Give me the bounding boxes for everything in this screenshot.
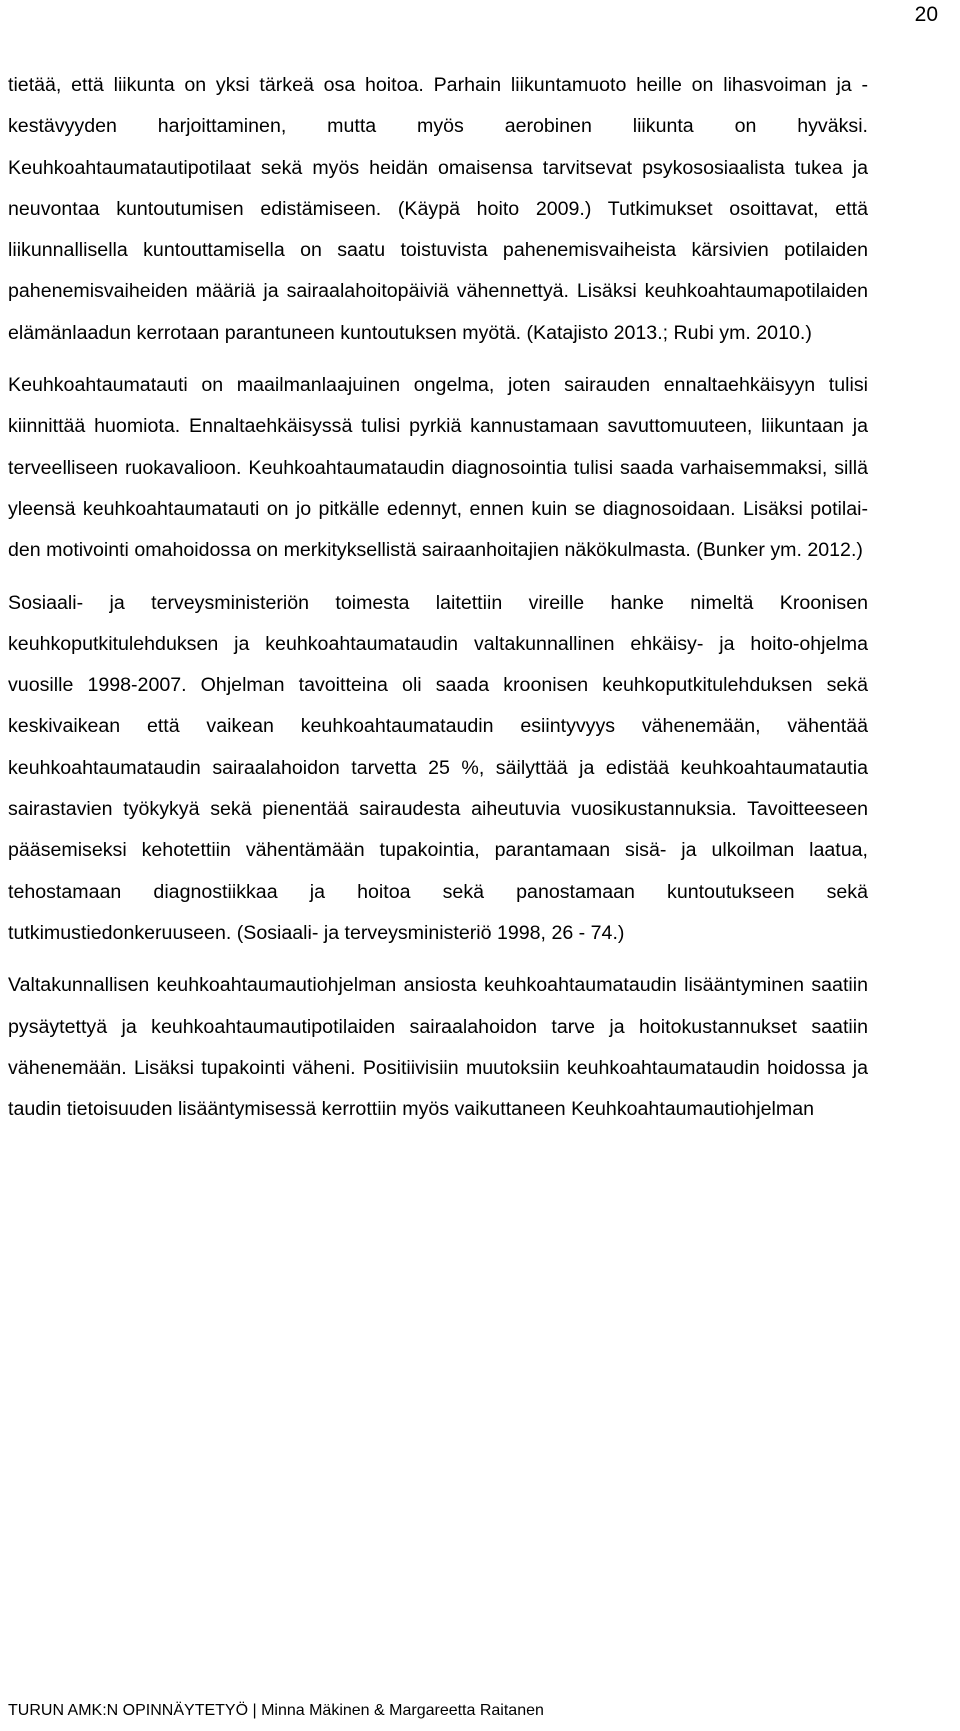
paragraph-rehabilitation: tietää, että liikunta on yksi tärkeä osa hoitoa. Parhain liikuntamuoto heille on lihasvoiman ja -kestävyyden harjoittaminen, mutta myös aerobinen liikunta on hyväksi. Keuhkoahtaumatautipotilaat sekä myös heidän omaisensa tarvitsevat psykososiaalista tukea ja neuvontaa kuntoutumisen edistämiseen. (Käypä hoito 2009.) Tutkimukset osoittavat, että liikunnallisella kuntouttamisella on saatu toistuvista pahenemisvaiheista kärsivien potilaiden pahenemisvaiheiden määriä ja sairaalahoitopäiviä vähennettyä. Lisäksi keuhkoahtaumapotilaiden elämänlaadun kerrotaan parantuneen kuntoutuksen myötä. (Katajisto 2013.; Rubi ym. 2010.) — [8, 74, 868, 344]
document-body — [8, 65, 868, 1130]
paragraph-national-programme: Sosiaali- ja terveysministeriön toimesta laitettiin vireille hanke nimeltä Kroonisen keuhkoputkitulehduksen ja keuhkoahtaumataudin valtakunnallinen ehkäisy- ja hoito-ohjelma vuosille 1998-2007. Ohjelman tavoitteina oli saada kroonisen keuhkoputkitulehduksen sekä keskivaikean että vaikean keuhkoahtaumataudin esiintyvyys vähenemään, vähentää keuhkoahtaumataudin sairaalahoidon tarvetta 25 %, säilyttää ja edistää keuhkoahtaumatautia sairastavien työkykyä sekä pienentää sairaudesta aiheutuvia vuosikustannuksia. Tavoitteeseen pääsemiseksi kehotettiin vähentämään tupakointia, parantamaan sisä- ja ulkoilman laatua, tehostamaan diagnostiikkaa ja hoitoa sekä panostamaan kuntoutukseen sekä tutkimustiedonkeruuseen. (Sosiaali- ja terveysministeriö 1998, 26 - 74.) — [8, 591, 868, 944]
paragraph-prevention: Keuhkoahtaumatauti on maailmanlaajuinen ongelma, joten sairauden ennaltaehkäisyyn tulisi kiinnittää huomiota. Ennaltaehkäisyssä tulisi pyrkiä kannustamaan savuttomuuteen, liikuntaan ja terveelliseen ruokavalioon. Keuhkoahtaumataudin diagnosointia tulisi saada varhaisemmaksi, sillä yleensä keuhkoahtaumatauti on jo pitkälle edennyt, ennen kuin se diagnosoidaan. Lisäksi potilaiden motivointi omahoidossa on merkityksellistä sairaanhoitajien näkökulmasta. (Bunker ym. 2012.) — [8, 374, 868, 562]
page-number: 20 — [914, 3, 938, 26]
paragraph-programme-results: Valtakunnallisen keuhkoahtaumautiohjelman ansiosta keuhkoahtaumataudin lisääntyminen saatiin pysäytettyä ja keuhkoahtaumautipotilaiden sairaalahoidon tarve ja hoitokustannukset saatiin vähenemään. Lisäksi tupakointi väheni. Positiivisiin muutoksiin keuhkoahtaumataudin hoidossa ja taudin tietoisuuden lisääntymisessä kerrottiin myös vaikuttaneen Keuhkoahtaumautiohjelman — [8, 974, 868, 1121]
page-footer: TURUN AMK:N OPINNÄYTETYÖ | Minna Mäkinen & Margareetta Raitanen — [8, 1702, 544, 1719]
